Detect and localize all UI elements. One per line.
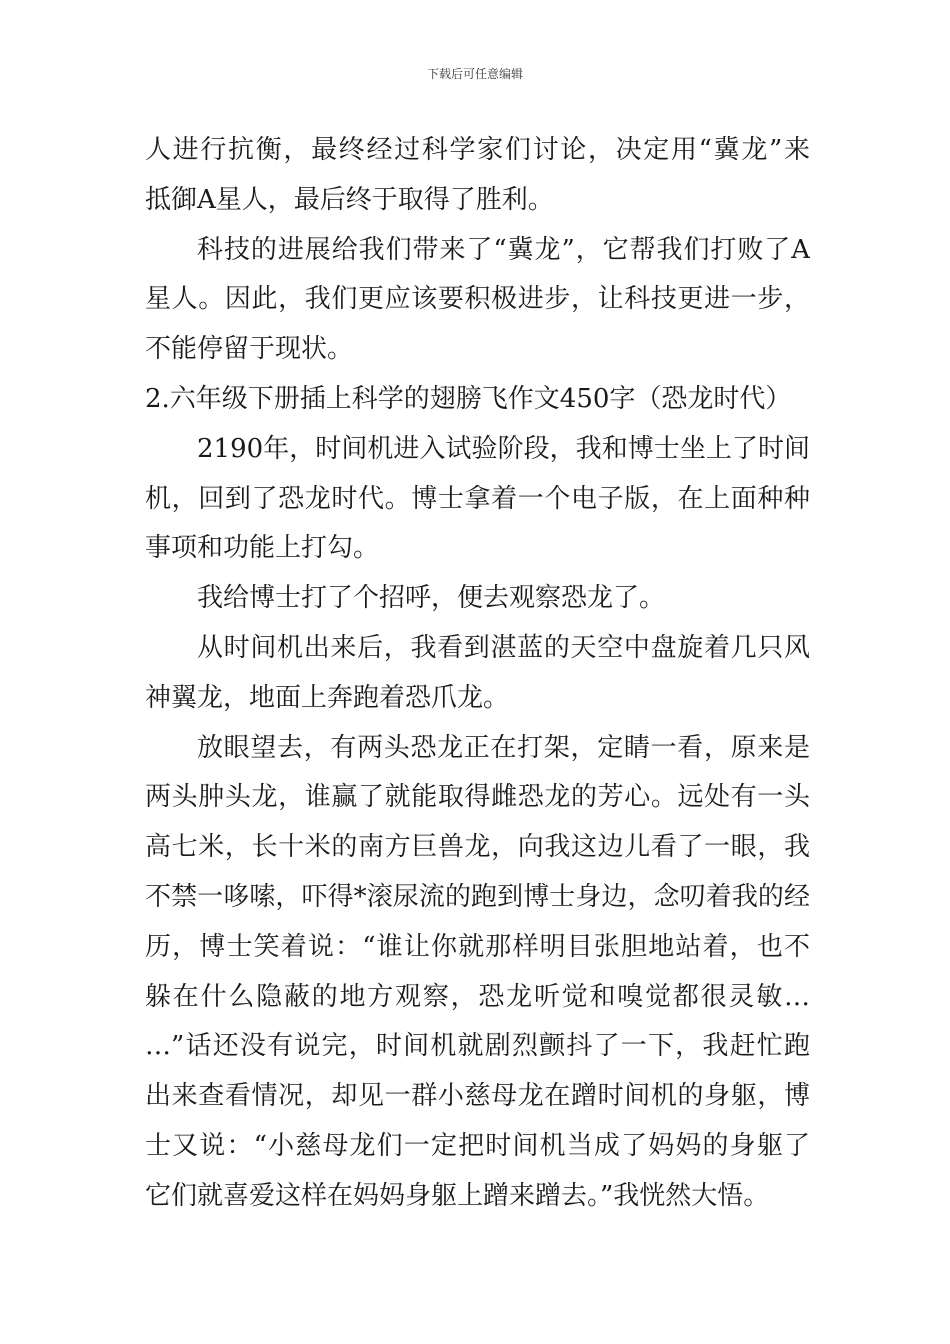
text-line: …”话还没有说完，时间机就剧烈颤抖了一下，我赶忙跑 bbox=[145, 1031, 810, 1062]
text-line: 士又说：“小慈母龙们一定把时间机当成了妈妈的身躯了 bbox=[145, 1130, 810, 1161]
text-line: 科技的进展给我们带来了“冀龙”，它帮我们打败了A bbox=[197, 234, 810, 265]
text-line: 从时间机出来后，我看到湛蓝的天空中盘旋着几只风 bbox=[197, 632, 810, 663]
text-line: 2190年，时间机进入试验阶段，我和博士坐上了时间 bbox=[197, 433, 810, 464]
text-line: 两头肿头龙，谁赢了就能取得雌恐龙的芳心。远处有一头 bbox=[145, 782, 810, 813]
text-line: 星人。因此，我们更应该要积极进步，让科技更进一步， bbox=[145, 284, 810, 315]
text-line: 人进行抗衡，最终经过科学家们讨论，决定用“冀龙”来 bbox=[145, 135, 810, 165]
text-line: 不禁一哆嗦，吓得*滚尿流的跑到博士身边，念叨着我的经 bbox=[145, 881, 810, 912]
document-body bbox=[145, 126, 810, 1222]
text-line: 机，回到了恐龙时代。博士拿着一个电子版，在上面种种 bbox=[145, 483, 810, 514]
text-line: 高七米，长十米的南方巨兽龙，向我这边儿看了一眼，我 bbox=[145, 832, 810, 863]
text-line: 神翼龙，地面上奔跑着恐爪龙。 bbox=[145, 682, 510, 713]
page-header: 下载后可任意编辑 bbox=[426, 67, 523, 81]
text-line: 历，博士笑着说：“谁让你就那样明目张胆地站着，也不 bbox=[145, 931, 810, 962]
section-heading: 2.六年级下册插上科学的翅膀飞作文450字（恐龙时代） bbox=[145, 383, 792, 414]
text-line: 躲在什么隐蔽的地方观察，恐龙听觉和嗅觉都很灵敏… bbox=[145, 981, 810, 1012]
text-line: 它们就喜爱这样在妈妈身躯上蹭来蹭去。”我恍然大悟。 bbox=[145, 1180, 770, 1211]
text-line: 放眼望去，有两头恐龙正在打架，定睛一看，原来是 bbox=[197, 732, 810, 763]
text-line: 事项和功能上打勾。 bbox=[145, 533, 380, 564]
text-line: 出来查看情况，却见一群小慈母龙在蹭时间机的身躯，博 bbox=[145, 1081, 810, 1112]
text-line: 抵御A星人，最后终于取得了胜利。 bbox=[145, 184, 554, 215]
text-line: 不能停留于现状。 bbox=[145, 334, 354, 365]
text-line: 我给博士打了个招呼，便去观察恐龙了。 bbox=[197, 583, 666, 614]
